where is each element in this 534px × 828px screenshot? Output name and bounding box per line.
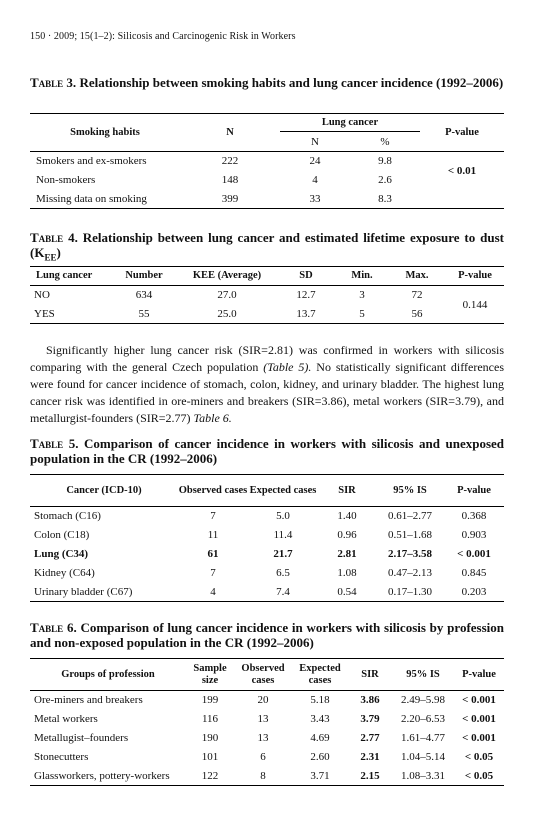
table4: [30, 266, 504, 324]
table3-subheader-pct: %: [380, 135, 390, 148]
table-cell: Metallugist–founders: [34, 732, 129, 744]
table-cell: 0.203: [461, 585, 487, 598]
table-cell: 2.31: [360, 751, 380, 763]
table4-header-pvalue: P-value: [458, 270, 492, 281]
table-cell: 5.0: [276, 510, 290, 523]
table-cell: 0.47–2.13: [388, 567, 432, 579]
table5-label: Table 5.: [30, 436, 79, 451]
table4-header-number: Number: [125, 270, 163, 281]
table-cell: 3.86: [360, 694, 380, 707]
table-cell: 1.08: [337, 567, 357, 579]
table-cell: 0.368: [461, 510, 487, 523]
table-cell: 4: [210, 585, 216, 598]
table-row: [30, 545, 504, 564]
table4-title-subscript: EE: [44, 252, 57, 263]
table4-header-kee: KEE (Average): [192, 270, 262, 281]
table6-label: Table 6.: [30, 620, 77, 635]
table4-pvalue: 0.144: [462, 298, 488, 311]
table-row: YES 55 25.0 13.7 5 56: [30, 305, 504, 324]
table5-title: Comparison of cancer incidence in workers with silicosis and unexposed population in the CR (1992–2006): [30, 436, 505, 466]
table-cell: 1.40: [337, 510, 357, 523]
body-paragraph: Significantly higher lung cancer risk (SIR=2.81) was confirmed in workers with silicosis comparing with the general Czech population (Table 5). No statistically significant differences were found for cancer incidence of stomach, colon, kidney, and urinary bladder. The highest lung cancer risk was identified in ore-miners and breakers (SIR=3.86), metal workers (SIR=3.79), and metallurgist-founders (SIR=2.77) Table 6.: [30, 343, 504, 425]
table-cell: 2.81: [337, 548, 357, 560]
table3-label: Table 3.: [30, 75, 77, 90]
table-cell: 0.845: [461, 567, 487, 579]
table-row: [30, 710, 504, 729]
table-cell: 1.04–5.14: [401, 751, 445, 763]
table5-header-observed: Observed cases: [178, 484, 248, 496]
table-cell: 122: [201, 769, 219, 782]
table-cell: 3.79: [360, 713, 380, 725]
table-cell: < 0.001: [462, 732, 496, 744]
table6-header-groups: Groups of profession: [61, 668, 155, 680]
table3-subheader-n: N: [311, 135, 319, 148]
table-cell: 190: [201, 732, 219, 744]
table-cell: Ore-miners and breakers: [34, 694, 143, 707]
table-cell: 13: [257, 713, 269, 725]
table6-header-pvalue: P-value: [462, 668, 496, 680]
table-cell: 0.903: [461, 529, 487, 541]
table-cell: 2.17–3.58: [388, 548, 432, 560]
table5-reference: (Table 5).: [263, 360, 312, 374]
table-cell: 116: [201, 713, 219, 725]
table-row: [30, 748, 504, 767]
table-cell: 6: [260, 751, 266, 763]
table-cell: 0.61–2.77: [388, 510, 432, 523]
table6-header-expected: Expected cases: [299, 662, 341, 686]
table-cell: 7: [210, 567, 216, 579]
table5-header-sir: SIR: [338, 484, 356, 496]
table-cell: 2.77: [360, 732, 380, 744]
table-cell: 0.96: [337, 529, 357, 541]
table-row: [30, 729, 504, 748]
table-cell: Stonecutters: [34, 751, 89, 763]
table-row: [30, 767, 504, 786]
table6-header-observed: Observed cases: [241, 662, 285, 686]
table-cell: 8: [260, 769, 266, 782]
table4-title: Relationship between lung cancer and estimated lifetime exposure to dust (K: [30, 230, 505, 260]
table-cell: 199: [201, 694, 219, 707]
table6-title: Comparison of lung cancer incidence in workers with silicosis by profession and non-exposed population in the CR (1992–2006): [30, 620, 504, 650]
table-cell: Glassworkers, pottery-workers: [34, 769, 170, 782]
table-cell: 7: [210, 510, 216, 523]
table5-header-cancer: Cancer (ICD-10): [66, 484, 142, 496]
table-row: [30, 526, 504, 545]
table-row: NO 634 27.0 12.7 3 72 0.144: [30, 286, 504, 305]
table-cell: 1.61–4.77: [401, 732, 445, 744]
table6-caption: [30, 620, 504, 650]
table-cell: Urinary bladder (C67): [34, 585, 133, 598]
table-cell: < 0.001: [462, 713, 496, 725]
table-cell: 11: [207, 529, 219, 541]
table3-pvalue: < 0.01: [447, 164, 477, 177]
table-cell: Stomach (C16): [34, 510, 101, 523]
table-row: [30, 691, 504, 710]
table-cell: Metal workers: [34, 713, 98, 725]
table6-header-ci: 95% IS: [406, 668, 440, 680]
table-cell: 13: [257, 732, 269, 744]
table-row: Smokers and ex-smokers 222 24 9.8 < 0.01: [30, 152, 504, 171]
table3-title: Relationship between smoking habits and lung cancer incidence (1992–2006): [79, 75, 504, 90]
table-cell: 2.20–6.53: [401, 713, 445, 725]
table6: [30, 658, 504, 786]
table-cell: 101: [201, 751, 219, 763]
table-cell: Colon (C18): [34, 529, 90, 541]
table-cell: 0.17–1.30: [388, 585, 432, 598]
table-cell: < 0.05: [464, 751, 494, 763]
table-cell: < 0.001: [457, 548, 491, 560]
table3-header-lung-cancer: Lung cancer: [280, 114, 420, 132]
table-cell: < 0.05: [464, 769, 494, 782]
table3: [30, 113, 504, 209]
table-row: Non-smokers 148 4 2.6: [36, 174, 392, 186]
table6-header-sample: Sample size: [193, 662, 227, 686]
table-cell: 0.51–1.68: [388, 529, 432, 541]
table4-caption: Table 4. Relationship between lung cancer and estimated lifetime exposure to dust $(K_{EE})$: [30, 230, 505, 263]
table4-label: Table 4.: [30, 230, 78, 245]
table4-header-sd: SD: [299, 270, 313, 281]
table-row: [30, 564, 504, 583]
table3-header-n: N: [226, 126, 234, 138]
table-row: Missing data on smoking 399 33 8.3: [30, 190, 504, 209]
table3-caption: [30, 75, 504, 90]
table-cell: 1.08–3.31: [401, 769, 445, 782]
table-cell: 5.18: [310, 694, 330, 707]
table-cell: 3.71: [310, 769, 330, 782]
table-cell: Kidney (C64): [34, 567, 95, 579]
table-cell: < 0.001: [462, 694, 496, 707]
table-cell: 20: [257, 694, 269, 707]
table-row: [30, 583, 504, 602]
running-header: 150 · 2009; 15(1–2): Silicosis and Carcinogenic Risk in Workers: [30, 31, 296, 42]
table5-header-pvalue: P-value: [457, 484, 491, 496]
table-cell: 3.43: [310, 713, 330, 725]
table-cell: 2.15: [360, 769, 380, 782]
table-row: [30, 507, 504, 526]
table3-header-pvalue: P-value: [445, 126, 479, 138]
table5-header-ci: 95% IS: [393, 484, 427, 496]
table-cell: 2.49–5.98: [401, 694, 445, 707]
table5: [30, 474, 504, 602]
table-cell: 61: [207, 548, 219, 560]
table5-caption: [30, 436, 504, 466]
table-cell: 2.60: [310, 751, 330, 763]
table-cell: 21.7: [273, 548, 293, 560]
table-cell: 4.69: [310, 732, 330, 744]
table4-header-lung-cancer: Lung cancer: [36, 270, 93, 281]
table5-header-expected: Expected cases: [249, 484, 317, 496]
table3-header-habits: Smoking habits: [70, 126, 140, 138]
table4-header-min: Min.: [351, 270, 373, 281]
table6-header-sir: SIR: [361, 668, 379, 680]
table6-reference: Table 6.: [193, 411, 232, 425]
table-cell: 11.4: [273, 529, 293, 541]
table-cell: 7.4: [276, 585, 290, 598]
table-cell: 0.54: [337, 585, 357, 598]
table4-header-max: Max.: [405, 270, 429, 281]
table-cell: Lung (C34): [34, 548, 89, 560]
table-cell: 6.5: [276, 567, 290, 579]
